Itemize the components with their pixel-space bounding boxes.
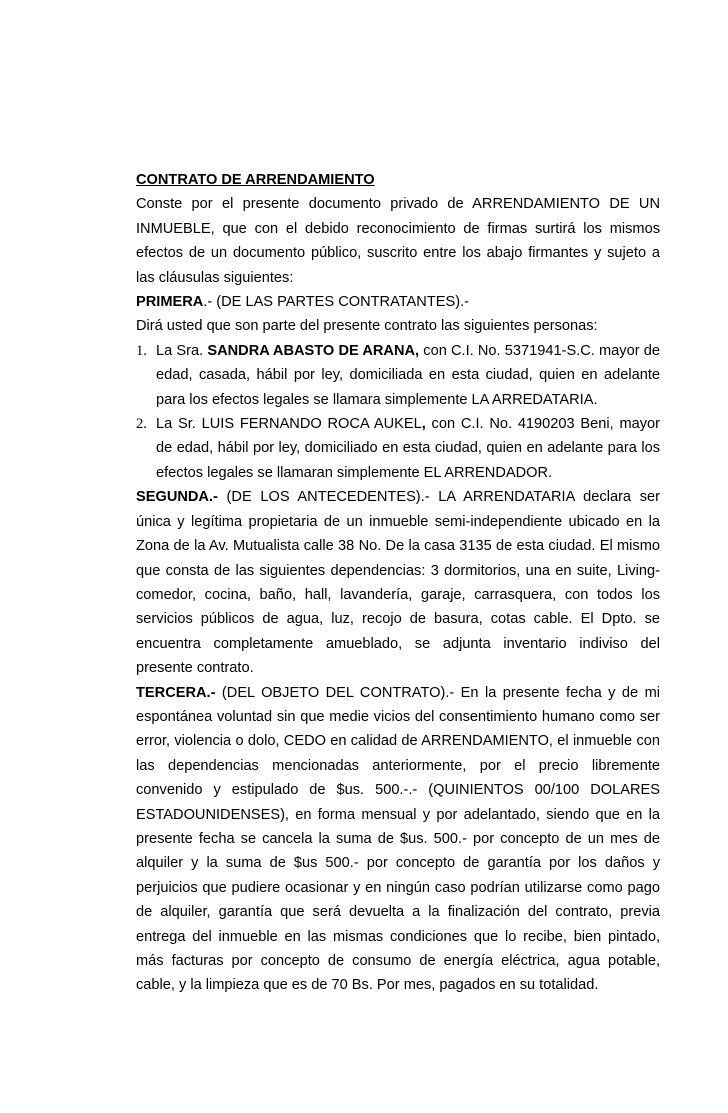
clause-primera-lead: Dirá usted que son parte del presente contrato las siguientes personas: — [136, 318, 598, 335]
party-pre: La Sra. — [156, 342, 208, 359]
party-details: con C.I. No. 5371941-S.C. mayor de edad, casada, hábil por ley, domiciliada en esta ciudad, quien en adelante para los efectos legales se llamara simplemente LA ARREDATARIA. — [156, 342, 660, 408]
clause-tercera-label: TERCERA.- — [136, 684, 216, 701]
clause-primera-title: .- (DE LAS PARTES CONTRATANTES).- — [203, 294, 469, 311]
party-name: SANDRA ABASTO DE ARANA, — [207, 342, 420, 359]
party-number: 2. — [136, 416, 147, 433]
party-item-1 — [136, 339, 660, 412]
clause-primera-label: PRIMERA — [136, 294, 204, 311]
party-pre: La Sr. LUIS FERNANDO ROCA AUKEL — [156, 416, 422, 433]
clause-segunda-text: (DE LOS ANTECEDENTES).- LA ARRENDATARIA declara ser única y legítima propietaria de un inmueble semi-independiente ubicado en la Zona de la Av. Mutualista calle 38 No. De la casa 3135 de esta ciudad. El mismo que consta de las siguientes dependencias: 3 dormitorios, una en suite, Living-comedor, cocina, baño, hall, lavandería, garaje, carrasquera, con todos los servicios públicos de agua, luz, recojo de basura, cotas cable. El Dpto. se encuentra completamente amueblado, se adjunta inventario indiviso del presente contrato. — [136, 489, 660, 677]
clause-tercera-text: (DEL OBJETO DEL CONTRATO).- En la presente fecha y de mi espontánea voluntad sin que medie vicios del consentimiento humano como ser error, violencia o dolo, CEDO en calidad de ARRENDAMIENTO, el inmueble con las dependencias mencionadas anteriormente, por el precio libremente convenido y estipulado de $us. 500.-.- (QUINIENTOS 00/100 DOLARES ESTADOUNIDENSES), en forma mensual y por adelantado, siendo que en la presente fecha se cancela la suma de $us. 500.- por concepto de un mes de alquiler y la suma de $us 500.- por concepto de garantía por los daños y perjuicios que pudiere ocasionar y en ningún caso podrían utilizarse como pago de alquiler, garantía que será devuelta a la finalización del contrato, previa entrega del inmueble en las mismas condiciones que lo recibe, bien pintado, más facturas por concepto de consumo de energía eléctrica, agua potable, cable, y la limpieza que es de 70 Bs. Por mes, pagados en su totalidad. — [136, 684, 660, 994]
intro-paragraph: Conste por el presente documento privado de ARRENDAMIENTO DE UN INMUEBLE, que con el debido reconocimiento de firmas surtirá los mismos efectos de un documento público, suscrito entre los abajo firmantes y sujeto a las cláusulas siguientes: — [136, 196, 660, 286]
clause-tercera — [136, 681, 660, 998]
party-number: 1. — [136, 342, 147, 359]
party-details: con C.I. No. 4190203 Beni, mayor de edad, hábil por ley, domiciliado en esta ciudad, quien en adelante para los efectos legales se llamaran simplemente EL ARRENDADOR. — [156, 416, 660, 481]
clause-segunda — [136, 485, 660, 680]
clause-segunda-label: SEGUNDA.- — [136, 489, 218, 506]
clause-primera-heading — [136, 290, 660, 314]
party-name: , — [421, 416, 426, 433]
party-item-2 — [136, 412, 660, 485]
title-text: CONTRATO DE ARRENDAMIENTO — [136, 172, 375, 188]
document-title — [136, 168, 660, 192]
contract-body — [136, 168, 660, 998]
